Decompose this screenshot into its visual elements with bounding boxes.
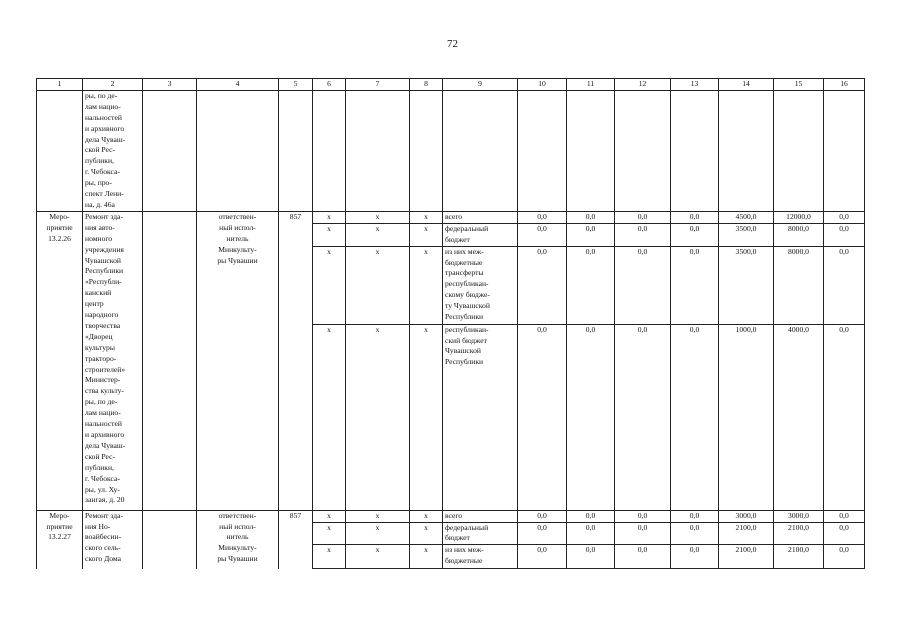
column-7-cell: х [346, 223, 410, 246]
empty-cell [143, 90, 197, 211]
year-value: 8000,0 [774, 223, 824, 246]
header-row [37, 79, 865, 91]
table-row [37, 211, 865, 223]
column-6-cell: х [313, 522, 346, 545]
empty-cell [346, 90, 410, 211]
year-value: 3500,0 [719, 223, 774, 246]
year-value: 0,0 [824, 545, 865, 569]
event-label: Меро- приятие 13.2.27 [37, 510, 83, 569]
year-value: 0,0 [567, 211, 615, 223]
event-description: Ремонт зда- ния авто- номного учреждения Чувашской Республики «Республи- канский центр народного творчества «Дворец культуры тракторо- строителей» Министер- ства культу- ры, по де- лам нацио- нальностей и архивного дела Чуваш- ской Рес- публики, г. Чебокса- ры, ул. Ху- зангая, д. 20 [83, 211, 143, 510]
empty-cell [567, 90, 615, 211]
funding-source: всего [443, 510, 518, 522]
year-value: 0,0 [671, 545, 719, 569]
empty-cell [615, 90, 671, 211]
year-value: 4000,0 [774, 324, 824, 510]
year-value: 0,0 [567, 324, 615, 510]
year-value: 0,0 [615, 510, 671, 522]
continuation-description: ры, по де- лам нацио- нальностей и архивного дела Чуваш- ской Рес- публики, г. Чебокса- ры, про- спект Лени- на, д. 46а [83, 90, 143, 211]
year-value: 3500,0 [719, 246, 774, 324]
column-header: 2 [83, 79, 143, 91]
year-value: 2100,0 [719, 522, 774, 545]
column-header: 8 [410, 79, 443, 91]
column-header: 10 [518, 79, 567, 91]
column-header: 4 [197, 79, 279, 91]
year-value: 0,0 [615, 324, 671, 510]
year-value: 0,0 [567, 246, 615, 324]
year-value: 2100,0 [774, 522, 824, 545]
empty-cell [197, 90, 279, 211]
empty-cell [279, 90, 313, 211]
year-value: 1000,0 [719, 324, 774, 510]
column-6-cell: х [313, 545, 346, 569]
year-value: 0,0 [567, 522, 615, 545]
year-value: 0,0 [671, 211, 719, 223]
continuation-row [37, 90, 865, 211]
year-value: 4500,0 [719, 211, 774, 223]
year-value: 0,0 [518, 522, 567, 545]
year-value: 0,0 [518, 246, 567, 324]
empty-cell [518, 90, 567, 211]
page-number: 72 [447, 38, 458, 50]
table-row [37, 510, 865, 522]
year-value: 0,0 [518, 211, 567, 223]
year-value: 0,0 [615, 246, 671, 324]
event-executor: ответствен- ный испол- нитель Минкульту- ры Чувашии [197, 510, 279, 569]
column-8-cell: х [410, 510, 443, 522]
year-value: 0,0 [824, 223, 865, 246]
column-header: 7 [346, 79, 410, 91]
budget-code: 857 [279, 510, 313, 569]
column-header: 9 [443, 79, 518, 91]
column-8-cell: х [410, 324, 443, 510]
budget-code: 857 [279, 211, 313, 510]
year-value: 0,0 [671, 510, 719, 522]
column-7-cell: х [346, 510, 410, 522]
funding-source: республикан- ский бюджет Чувашской Республики [443, 324, 518, 510]
column-header: 14 [719, 79, 774, 91]
year-value: 0,0 [671, 324, 719, 510]
year-value: 3000,0 [719, 510, 774, 522]
column-6-cell: х [313, 324, 346, 510]
budget-table [36, 78, 865, 569]
column-header: 13 [671, 79, 719, 91]
year-value: 0,0 [615, 522, 671, 545]
empty-cell [37, 90, 83, 211]
column-8-cell: х [410, 522, 443, 545]
column-6-cell: х [313, 211, 346, 223]
column-7-cell: х [346, 522, 410, 545]
column-header: 15 [774, 79, 824, 91]
empty-cell [143, 211, 197, 510]
year-value: 3000,0 [774, 510, 824, 522]
event-label: Меро- приятие 13.2.26 [37, 211, 83, 510]
empty-cell [824, 90, 865, 211]
event-description: Ремонт зда- ния Но- воайбесин- ского сель- ского Дома [83, 510, 143, 569]
column-header: 3 [143, 79, 197, 91]
column-header: 12 [615, 79, 671, 91]
empty-cell [143, 510, 197, 569]
year-value: 0,0 [567, 510, 615, 522]
year-value: 12000,0 [774, 211, 824, 223]
column-6-cell: х [313, 223, 346, 246]
event-executor: ответствен- ный испол- нитель Минкульту- ры Чувашии [197, 211, 279, 510]
year-value: 0,0 [518, 223, 567, 246]
year-value: 0,0 [671, 522, 719, 545]
empty-cell [774, 90, 824, 211]
year-value: 0,0 [615, 211, 671, 223]
funding-source: федеральный бюджет [443, 223, 518, 246]
empty-cell [313, 90, 346, 211]
year-value: 0,0 [671, 223, 719, 246]
empty-cell [719, 90, 774, 211]
column-header: 1 [37, 79, 83, 91]
funding-source: всего [443, 211, 518, 223]
funding-source: федеральный бюджет [443, 522, 518, 545]
column-7-cell: х [346, 324, 410, 510]
year-value: 0,0 [518, 324, 567, 510]
column-8-cell: х [410, 545, 443, 569]
column-header: 5 [279, 79, 313, 91]
year-value: 8000,0 [774, 246, 824, 324]
column-7-cell: х [346, 246, 410, 324]
column-7-cell: х [346, 211, 410, 223]
column-6-cell: х [313, 510, 346, 522]
funding-source: из них меж- бюджетные трансферты республикан- скому бюдже- ту Чувашской Республики [443, 246, 518, 324]
column-7-cell: х [346, 545, 410, 569]
year-value: 0,0 [671, 246, 719, 324]
year-value: 0,0 [824, 246, 865, 324]
year-value: 0,0 [567, 545, 615, 569]
funding-source: из них меж- бюджетные [443, 545, 518, 569]
empty-cell [671, 90, 719, 211]
column-8-cell: х [410, 211, 443, 223]
year-value: 0,0 [567, 223, 615, 246]
column-header: 11 [567, 79, 615, 91]
year-value: 0,0 [518, 545, 567, 569]
year-value: 0,0 [824, 324, 865, 510]
year-value: 2100,0 [774, 545, 824, 569]
year-value: 2100,0 [719, 545, 774, 569]
year-value: 0,0 [615, 223, 671, 246]
empty-cell [443, 90, 518, 211]
year-value: 0,0 [824, 510, 865, 522]
year-value: 0,0 [824, 522, 865, 545]
column-header: 16 [824, 79, 865, 91]
empty-cell [410, 90, 443, 211]
year-value: 0,0 [518, 510, 567, 522]
year-value: 0,0 [615, 545, 671, 569]
column-header: 6 [313, 79, 346, 91]
column-8-cell: х [410, 223, 443, 246]
column-8-cell: х [410, 246, 443, 324]
year-value: 0,0 [824, 211, 865, 223]
column-6-cell: х [313, 246, 346, 324]
